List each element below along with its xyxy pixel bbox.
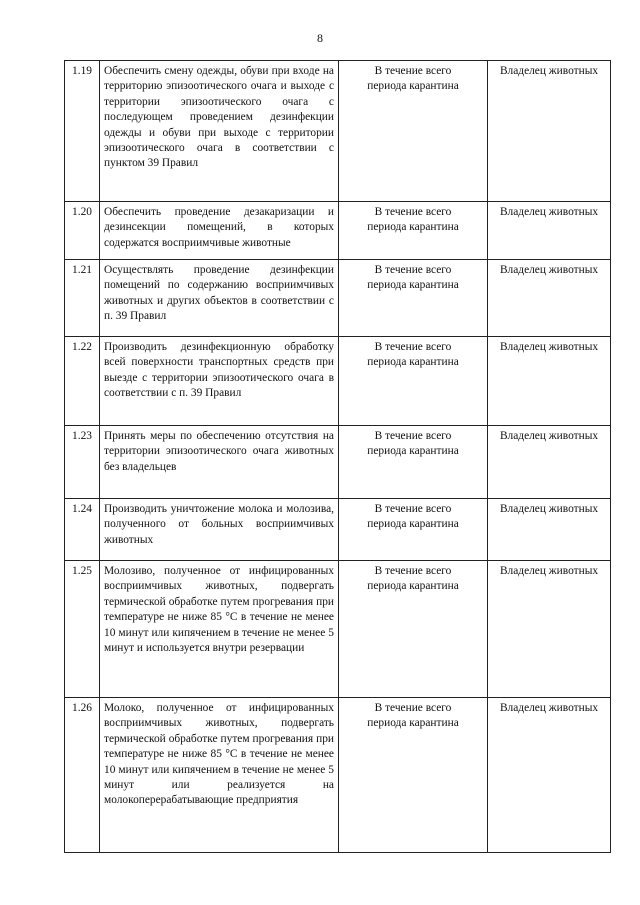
table-row bbox=[65, 561, 611, 698]
table-row bbox=[65, 499, 611, 561]
page-number: 8 bbox=[317, 31, 323, 45]
term-line: периода карантина bbox=[367, 717, 459, 730]
measure-text: Осуществлять проведение дезинфекции помещений по содержанию восприимчивых животных и других объектов в соответствии с п. 39 Правил bbox=[100, 260, 339, 337]
measures-table bbox=[64, 60, 611, 853]
term-line: периода карантина bbox=[367, 580, 459, 593]
term-line: периода карантина bbox=[367, 80, 459, 93]
measure-text: Производить дезинфекционную обработку всей поверхности транспортных средств при выезде с территории эпизоотического очага в соответствии с п. 39 Правил bbox=[100, 337, 339, 426]
measure-text: Обеспечить смену одежды, обуви при входе на территорию эпизоотического очага и выходе с территории эпизоотического очага с последующем проведением дезинфекции одежды и обуви при выходе с территории эпизоотического очага в соответствии с пунктом 39 Правил bbox=[100, 61, 339, 202]
term-cell bbox=[339, 499, 488, 561]
measure-text: Молозиво, полученное от инфицированных восприимчивых животных, подвергать термической обработке путем прогревания при температуре не ниже 85 °С в течение не менее 10 минут или кипячением в течение не менее 5 минут и используется внутри резервации bbox=[100, 561, 339, 698]
term-cell bbox=[339, 698, 488, 853]
row-number: 1.24 bbox=[65, 499, 100, 561]
table-row bbox=[65, 698, 611, 853]
responsible-cell: Владелец животных bbox=[488, 337, 611, 426]
term-line: В течение всего bbox=[374, 65, 452, 77]
responsible-cell: Владелец животных bbox=[488, 499, 611, 561]
responsible-cell: Владелец животных bbox=[488, 202, 611, 260]
measure-text: Производить уничтожение молока и молозива, полученного от больных восприимчивых животных bbox=[100, 499, 339, 561]
row-number: 1.23 bbox=[65, 426, 100, 499]
term-cell bbox=[339, 260, 488, 337]
measure-text: Принять меры по обеспечению отсутствия на территории эпизоотического очага животных без владельцев bbox=[100, 426, 339, 499]
term-line: периода карантина bbox=[367, 279, 459, 292]
row-number: 1.19 bbox=[65, 61, 100, 202]
term-line: В течение всего bbox=[374, 206, 452, 218]
row-number: 1.21 bbox=[65, 260, 100, 337]
measure-text: Молоко, полученное от инфицированных восприимчивых животных, подвергать термической обработке путем прогревания при температуре не ниже 85 °С в течение не менее 10 минут или кипячением в течение не менее 5 минут или реализуется на молокоперерабатывающие предприятия bbox=[100, 698, 339, 853]
row-number: 1.20 bbox=[65, 202, 100, 260]
row-number: 1.22 bbox=[65, 337, 100, 426]
table-row bbox=[65, 337, 611, 426]
measure-text: Обеспечить проведение дезакаризации и дезинсекции помещений, в которых содержатся восприимчивые животные bbox=[100, 202, 339, 260]
term-line: периода карантина bbox=[367, 356, 459, 369]
term-line: В течение всего bbox=[374, 264, 452, 276]
term-line: В течение всего bbox=[374, 702, 452, 714]
responsible-cell: Владелец животных bbox=[488, 61, 611, 202]
term-line: периода карантина bbox=[367, 518, 459, 531]
responsible-cell: Владелец животных bbox=[488, 561, 611, 698]
table-row bbox=[65, 61, 611, 202]
term-cell bbox=[339, 561, 488, 698]
responsible-cell: Владелец животных bbox=[488, 426, 611, 499]
term-line: В течение всего bbox=[374, 341, 452, 353]
responsible-cell: Владелец животных bbox=[488, 698, 611, 853]
table-row bbox=[65, 426, 611, 499]
table-row bbox=[65, 260, 611, 337]
term-cell bbox=[339, 202, 488, 260]
table-row bbox=[65, 202, 611, 260]
term-cell bbox=[339, 337, 488, 426]
term-cell bbox=[339, 61, 488, 202]
term-line: В течение всего bbox=[374, 565, 452, 577]
row-number: 1.26 bbox=[65, 698, 100, 853]
term-line: В течение всего bbox=[374, 430, 452, 442]
responsible-cell: Владелец животных bbox=[488, 260, 611, 337]
term-line: периода карантина bbox=[367, 445, 459, 458]
row-number: 1.25 bbox=[65, 561, 100, 698]
term-line: периода карантина bbox=[367, 221, 459, 234]
term-line: В течение всего bbox=[374, 503, 452, 515]
term-cell bbox=[339, 426, 488, 499]
